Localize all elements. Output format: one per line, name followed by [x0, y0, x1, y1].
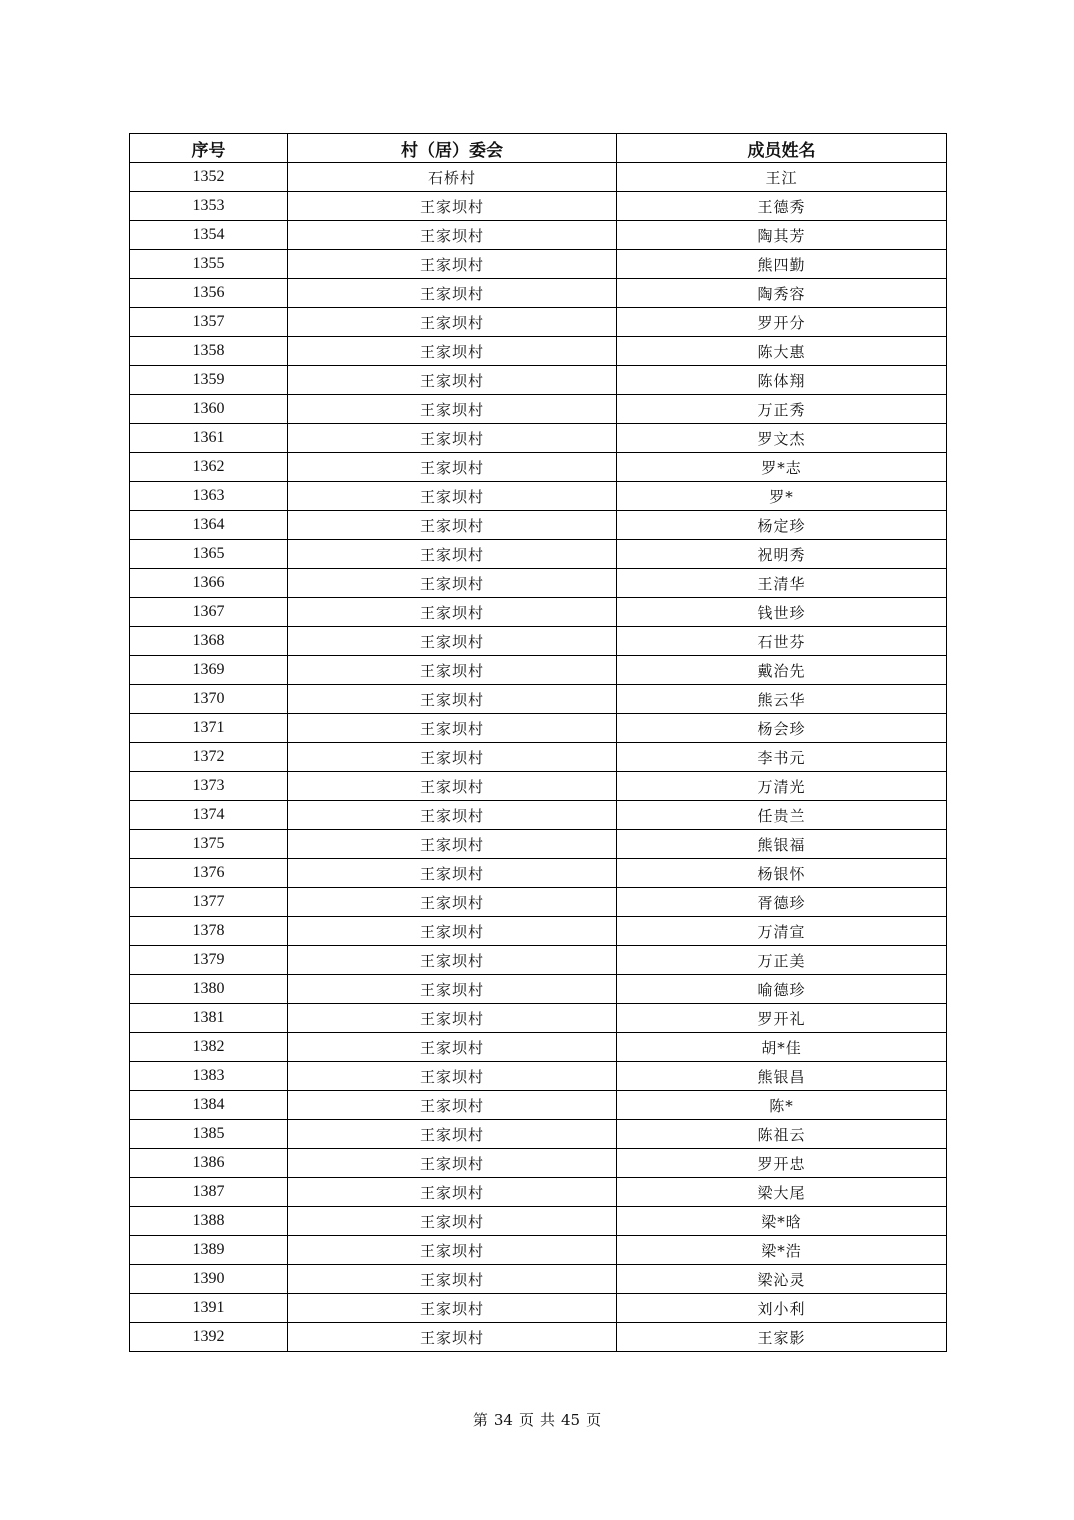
cell-member-name: 熊云华 — [617, 685, 947, 714]
table-row — [130, 1004, 947, 1033]
cell-village: 王家坝村 — [288, 946, 617, 975]
cell-member-name: 梁沁灵 — [617, 1265, 947, 1294]
cell-seq: 1364 — [130, 511, 288, 540]
cell-seq: 1378 — [130, 917, 288, 946]
table-row — [130, 1120, 947, 1149]
table-row — [130, 511, 947, 540]
table-row — [130, 1236, 947, 1265]
table-row — [130, 1062, 947, 1091]
cell-member-name: 杨银怀 — [617, 859, 947, 888]
cell-seq: 1381 — [130, 1004, 288, 1033]
table-row — [130, 192, 947, 221]
cell-seq: 1366 — [130, 569, 288, 598]
cell-village: 王家坝村 — [288, 250, 617, 279]
cell-member-name: 万清宣 — [617, 917, 947, 946]
cell-member-name: 罗文杰 — [617, 424, 947, 453]
header-village: 村（居）委会 — [288, 134, 617, 163]
table-row — [130, 946, 947, 975]
cell-member-name: 石世芬 — [617, 627, 947, 656]
cell-village: 王家坝村 — [288, 917, 617, 946]
cell-village: 王家坝村 — [288, 1236, 617, 1265]
cell-village: 王家坝村 — [288, 714, 617, 743]
cell-member-name: 陈祖云 — [617, 1120, 947, 1149]
table-row — [130, 1265, 947, 1294]
cell-seq: 1392 — [130, 1323, 288, 1352]
table-row — [130, 1149, 947, 1178]
cell-seq: 1360 — [130, 395, 288, 424]
cell-member-name: 熊银福 — [617, 830, 947, 859]
cell-member-name: 任贵兰 — [617, 801, 947, 830]
cell-seq: 1373 — [130, 772, 288, 801]
cell-member-name: 祝明秀 — [617, 540, 947, 569]
cell-seq: 1377 — [130, 888, 288, 917]
header-seq: 序号 — [130, 134, 288, 163]
cell-village: 王家坝村 — [288, 1149, 617, 1178]
cell-member-name: 刘小利 — [617, 1294, 947, 1323]
cell-village: 王家坝村 — [288, 830, 617, 859]
cell-seq: 1382 — [130, 1033, 288, 1062]
cell-member-name: 杨定珍 — [617, 511, 947, 540]
cell-village: 王家坝村 — [288, 308, 617, 337]
cell-seq: 1385 — [130, 1120, 288, 1149]
table-row — [130, 830, 947, 859]
cell-village: 王家坝村 — [288, 511, 617, 540]
table-row — [130, 917, 947, 946]
cell-village: 王家坝村 — [288, 453, 617, 482]
cell-member-name: 王清华 — [617, 569, 947, 598]
cell-member-name: 王家影 — [617, 1323, 947, 1352]
cell-seq: 1369 — [130, 656, 288, 685]
table-body — [130, 163, 947, 1352]
cell-member-name: 罗开忠 — [617, 1149, 947, 1178]
cell-village: 王家坝村 — [288, 859, 617, 888]
cell-village: 王家坝村 — [288, 569, 617, 598]
cell-village: 王家坝村 — [288, 482, 617, 511]
cell-village: 王家坝村 — [288, 424, 617, 453]
cell-member-name: 胥德珍 — [617, 888, 947, 917]
cell-member-name: 陈体翔 — [617, 366, 947, 395]
cell-village: 王家坝村 — [288, 772, 617, 801]
cell-member-name: 王江 — [617, 163, 947, 192]
cell-seq: 1384 — [130, 1091, 288, 1120]
cell-village: 王家坝村 — [288, 1323, 617, 1352]
cell-seq: 1357 — [130, 308, 288, 337]
cell-member-name: 杨会珍 — [617, 714, 947, 743]
cell-seq: 1371 — [130, 714, 288, 743]
cell-village: 王家坝村 — [288, 685, 617, 714]
table-row — [130, 714, 947, 743]
cell-seq: 1380 — [130, 975, 288, 1004]
cell-member-name: 熊银昌 — [617, 1062, 947, 1091]
table-row — [130, 279, 947, 308]
table-row — [130, 685, 947, 714]
table-row — [130, 1178, 947, 1207]
footer-current-page: 34 — [493, 1411, 513, 1429]
cell-member-name: 罗开礼 — [617, 1004, 947, 1033]
cell-member-name: 李书元 — [617, 743, 947, 772]
table-row — [130, 801, 947, 830]
cell-seq: 1388 — [130, 1207, 288, 1236]
cell-village: 王家坝村 — [288, 279, 617, 308]
cell-seq: 1358 — [130, 337, 288, 366]
table-row — [130, 453, 947, 482]
cell-member-name: 梁大尾 — [617, 1178, 947, 1207]
cell-village: 王家坝村 — [288, 801, 617, 830]
cell-member-name: 罗*志 — [617, 453, 947, 482]
table-row — [130, 975, 947, 1004]
member-roster-table — [129, 133, 947, 1352]
cell-seq: 1383 — [130, 1062, 288, 1091]
table-row — [130, 1207, 947, 1236]
cell-seq: 1389 — [130, 1236, 288, 1265]
cell-village: 王家坝村 — [288, 975, 617, 1004]
cell-member-name: 万正秀 — [617, 395, 947, 424]
table-row — [130, 424, 947, 453]
cell-seq: 1354 — [130, 221, 288, 250]
table-row — [130, 395, 947, 424]
cell-village: 王家坝村 — [288, 1033, 617, 1062]
table-row — [130, 743, 947, 772]
cell-member-name: 喻德珍 — [617, 975, 947, 1004]
table-row — [130, 163, 947, 192]
table-row — [130, 366, 947, 395]
cell-seq: 1374 — [130, 801, 288, 830]
table-header-row — [130, 134, 947, 163]
cell-seq: 1359 — [130, 366, 288, 395]
cell-member-name: 陈* — [617, 1091, 947, 1120]
table-row — [130, 772, 947, 801]
cell-village: 王家坝村 — [288, 1178, 617, 1207]
page-footer — [0, 1409, 1074, 1430]
cell-seq: 1367 — [130, 598, 288, 627]
table-row — [130, 337, 947, 366]
footer-page-word: 页 — [518, 1411, 534, 1429]
cell-member-name: 梁*晗 — [617, 1207, 947, 1236]
footer-total-prefix: 共 — [540, 1411, 556, 1429]
cell-seq: 1355 — [130, 250, 288, 279]
cell-seq: 1376 — [130, 859, 288, 888]
table-row — [130, 1091, 947, 1120]
cell-member-name: 罗* — [617, 482, 947, 511]
cell-seq: 1356 — [130, 279, 288, 308]
cell-seq: 1353 — [130, 192, 288, 221]
cell-member-name: 熊四勤 — [617, 250, 947, 279]
footer-prefix: 第 — [472, 1411, 488, 1429]
table-row — [130, 250, 947, 279]
cell-seq: 1362 — [130, 453, 288, 482]
table-row — [130, 627, 947, 656]
cell-village: 王家坝村 — [288, 888, 617, 917]
table-row — [130, 656, 947, 685]
cell-village: 王家坝村 — [288, 743, 617, 772]
cell-member-name: 陶秀容 — [617, 279, 947, 308]
cell-village: 王家坝村 — [288, 192, 617, 221]
cell-village: 王家坝村 — [288, 1062, 617, 1091]
cell-member-name: 王德秀 — [617, 192, 947, 221]
table-row — [130, 1323, 947, 1352]
cell-member-name: 梁*浩 — [617, 1236, 947, 1265]
cell-seq: 1386 — [130, 1149, 288, 1178]
cell-seq: 1365 — [130, 540, 288, 569]
cell-village: 王家坝村 — [288, 337, 617, 366]
cell-village: 王家坝村 — [288, 598, 617, 627]
cell-member-name: 钱世珍 — [617, 598, 947, 627]
cell-village: 石桥村 — [288, 163, 617, 192]
cell-member-name: 万清光 — [617, 772, 947, 801]
cell-village: 王家坝村 — [288, 1004, 617, 1033]
cell-village: 王家坝村 — [288, 221, 617, 250]
cell-member-name: 万正美 — [617, 946, 947, 975]
cell-village: 王家坝村 — [288, 1207, 617, 1236]
cell-member-name: 陈大惠 — [617, 337, 947, 366]
cell-seq: 1379 — [130, 946, 288, 975]
cell-seq: 1391 — [130, 1294, 288, 1323]
cell-seq: 1368 — [130, 627, 288, 656]
cell-seq: 1390 — [130, 1265, 288, 1294]
table-row — [130, 540, 947, 569]
cell-village: 王家坝村 — [288, 1265, 617, 1294]
table-row — [130, 888, 947, 917]
table-row — [130, 308, 947, 337]
cell-village: 王家坝村 — [288, 1091, 617, 1120]
table-row — [130, 1033, 947, 1062]
footer-suffix: 页 — [586, 1411, 602, 1429]
cell-village: 王家坝村 — [288, 1294, 617, 1323]
header-member: 成员姓名 — [617, 134, 947, 163]
cell-member-name: 戴治先 — [617, 656, 947, 685]
cell-village: 王家坝村 — [288, 656, 617, 685]
cell-village: 王家坝村 — [288, 1120, 617, 1149]
footer-total-pages: 45 — [561, 1411, 581, 1429]
cell-seq: 1361 — [130, 424, 288, 453]
table-row — [130, 1294, 947, 1323]
cell-seq: 1370 — [130, 685, 288, 714]
table-row — [130, 569, 947, 598]
cell-seq: 1387 — [130, 1178, 288, 1207]
cell-village: 王家坝村 — [288, 540, 617, 569]
cell-seq: 1375 — [130, 830, 288, 859]
table-row — [130, 221, 947, 250]
cell-village: 王家坝村 — [288, 627, 617, 656]
cell-member-name: 罗开分 — [617, 308, 947, 337]
cell-seq: 1363 — [130, 482, 288, 511]
cell-seq: 1352 — [130, 163, 288, 192]
cell-seq: 1372 — [130, 743, 288, 772]
table-row — [130, 598, 947, 627]
table-row — [130, 482, 947, 511]
cell-village: 王家坝村 — [288, 395, 617, 424]
cell-member-name: 胡*佳 — [617, 1033, 947, 1062]
cell-member-name: 陶其芳 — [617, 221, 947, 250]
table-row — [130, 859, 947, 888]
cell-village: 王家坝村 — [288, 366, 617, 395]
